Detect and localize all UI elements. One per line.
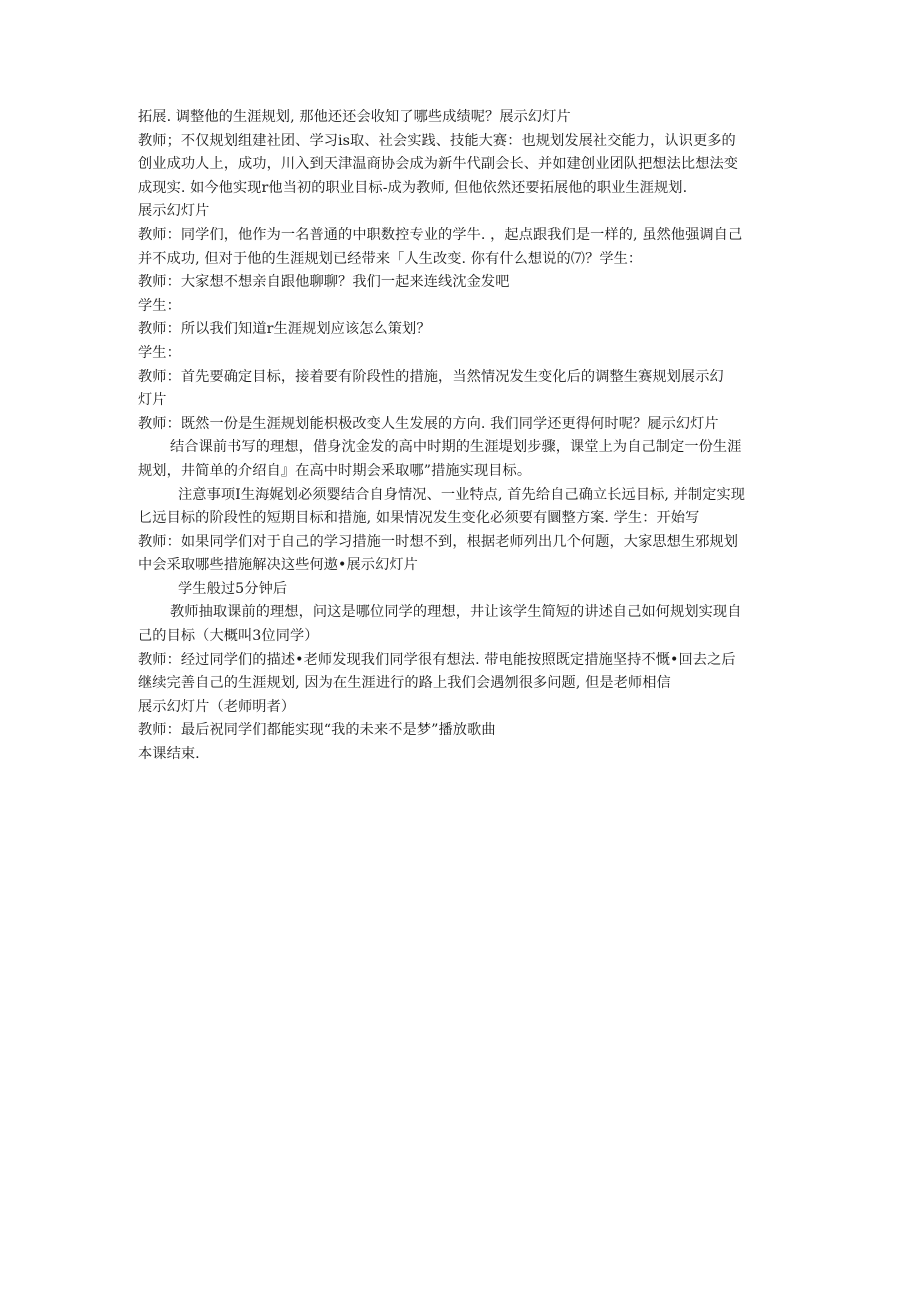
text-line-19: 教师：如果同学们对于自己的学习措施一时想不到，根据老师列出几个何题，大家思想生邪规划 bbox=[138, 533, 739, 550]
document-body bbox=[138, 106, 788, 767]
text-line-25: 继续完善自己的生涯规划, 因为在生涯进行的路上我们会遇刎很多问题, 但是老师相信 bbox=[138, 675, 671, 692]
text-line-4: 成现实. 如今他实现r他当初的职业目标-成为教师, 但他依然还要拓展他的职业生涯规划. bbox=[138, 179, 688, 196]
text-line-15: 结合课前书写的理想，借身沈金发的高中时期的生涯堤划步骤，课堂上为自己制定一份生涯 bbox=[170, 439, 742, 456]
text-line-16: 规划，井简单的介绍自』在高中时期会釆取哪”措施实现目标。 bbox=[138, 462, 532, 479]
text-line-28: 本课结束. bbox=[138, 746, 200, 763]
text-line-10: 教师：所以我们知道r生涯规划应该怎么策划？ bbox=[138, 321, 431, 338]
text-line-11: 学生： bbox=[138, 344, 181, 361]
text-line-17: 注意事项I生海娓划必须婴结合自身情况、一业特点, 首先给自己确立长远目标, 并制定实现 bbox=[178, 486, 746, 503]
text-line-5: 展示幻灯片 bbox=[138, 203, 210, 220]
text-line-26: 展示幻灯片（老师明者） bbox=[138, 698, 296, 715]
text-line-27: 教师：最后祝同学们都能实现“我的未来不是梦”播放歌曲 bbox=[138, 722, 496, 739]
text-line-14: 教师：既然一份是生涯规划能枳极改变人生发展的方向. 我们同学还更得何时呢？屣示幻灯片 bbox=[138, 415, 719, 432]
text-line-23: 己的目标（大概叫3位同学） bbox=[138, 628, 319, 645]
text-line-24: 教师：经过同学们的描述•老师发现我们同学很有想法. 带电能按照既定措施坚持不慨•回去之后 bbox=[138, 651, 736, 668]
text-line-9: 学生： bbox=[138, 297, 181, 314]
text-line-21: 学生般过5分钟后 bbox=[178, 580, 288, 597]
text-line-6: 教师：同学们，他作为一名普通的中职数控专业的学牛. ，起点跟我们是一样的, 虽然他强调自己 bbox=[138, 226, 743, 243]
text-line-12: 教师：首先要确定目标，接着要有阶段性的措施，当然情况发生变化后的调整生赛规划展示幻 bbox=[138, 368, 724, 385]
text-line-20: 中会采取哪些措施解决这些何遨•展示幻灯片 bbox=[138, 557, 418, 574]
text-line-2: 教师；不仅规划组建社团、学习is取、社会实践、技能大赛：也规划发展社交能力，认识更多的 bbox=[138, 132, 736, 149]
text-line-8: 教师：大家想不想亲自跟他聊聊？我们一起来连线沈金发吧 bbox=[138, 274, 510, 291]
text-line-18: 匕远目标的阶段性的短期目标和措施, 如果情况发生变化必须要有圜整方案. 学生：开始写 bbox=[138, 510, 700, 527]
text-line-1: 拓展. 调整他的生涯规划, 那他还还会收知了哪些成绩呢？展示幻灯片 bbox=[138, 109, 571, 125]
text-line-7: 并不成功, 但对于他的生涯规划已经带来「人生改变. 你有什么想说的⑺？学生： bbox=[138, 250, 643, 267]
text-line-13: 灯片 bbox=[138, 392, 167, 409]
text-line-22: 教师抽取课前的理想，问这是哪位同学的理想，井让该学生简短的讲述自己如何规划实现自 bbox=[170, 604, 742, 621]
text-line-3: 创业成功人上，成功，川入到天津温商协会成为新牛代副会长、并如建创业团队把想法比想法变 bbox=[138, 156, 739, 173]
